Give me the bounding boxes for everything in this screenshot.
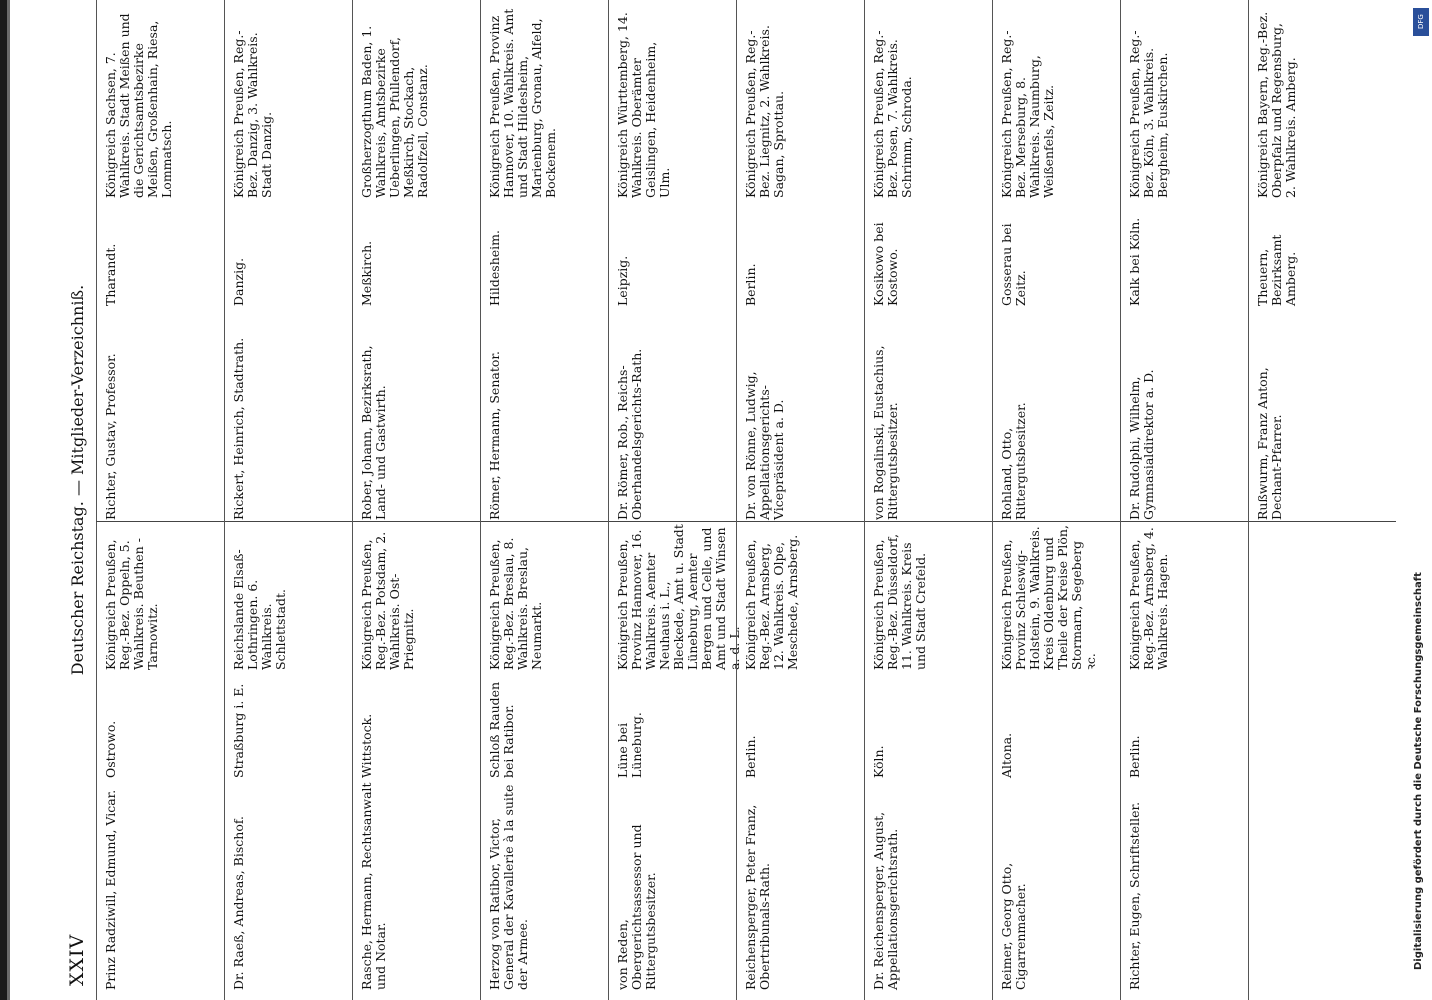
member-residence: Kalk bei Köln. [1127, 217, 1142, 306]
entry-separator-rule [480, 0, 481, 1000]
member-residence: Schloß Rauden bei Ratibor. [487, 681, 516, 778]
member-residence: Lüne bei Lüneburg. [615, 712, 644, 778]
entry-separator-rule [864, 0, 865, 1000]
member-district: Königreich Preußen, Provinz Schleswig-Holstein, 9. Wahlkreis. Kreis Oldenburg und Theile der Kreise Plön, Stormarn, Segeberg ꝛc. [999, 525, 1098, 670]
member-entry-row [360, 0, 455, 1000]
member-entry-row [999, 0, 1098, 1000]
page-header [66, 0, 96, 1000]
member-entry-row [104, 0, 199, 1000]
member-name: von Reden, Obergerichtsassessor und Rittergutsbesitzer. [615, 824, 658, 990]
digitization-note: Digitalisierung gefördert durch die Deutsche Forschungsgemeinschaft [1413, 572, 1424, 970]
member-district: Großherzogthum Baden, 1. Wahlkreis, Amtsbezirke Ueberlingen, Pfullendorf, Meßkirch, Stockach, Radolfzell, Constanz. [359, 25, 430, 198]
member-residence: Gosserau bei Zeitz. [999, 223, 1028, 306]
member-district: Königreich Preußen, Reg.-Bez. Arnsberg, 4. Wahlkreis. Hagen. [1127, 527, 1170, 670]
member-entry-row [1128, 0, 1223, 1000]
member-name: Reimer, Georg Otto, Cigarrenmacher. [999, 862, 1028, 990]
member-residence: Köln. [871, 745, 886, 778]
member-district: Königreich Preußen, Reg.-Bez. Oppeln, 5. Wahlkreis. Beuthen - Tarnowitz. [103, 538, 160, 670]
entry-separator-rule [1248, 0, 1249, 1000]
member-entry-row [615, 0, 742, 1000]
member-residence: Hildesheim. [487, 230, 502, 306]
member-residence: Meßkirch. [359, 240, 374, 306]
member-entry-row [1256, 0, 1351, 1000]
member-name: Reichensperger, Peter Franz, Obertribunals-Rath. [743, 804, 772, 990]
member-residence: Danzig. [231, 257, 246, 306]
member-name: Richter, Eugen, Schriftsteller. [1127, 801, 1142, 990]
member-name: von Rogalinski, Eustachius, Rittergutsbesitzer. [871, 345, 900, 520]
member-district: Königreich Sachsen, 7. Wahlkreis. Stadt Meißen und die Gerichtsamtsbezirke Meißen, Großenhain, Riesa, Lommatsch. [103, 13, 174, 198]
member-name: Prinz Radziwill, Edmund, Vicar. [103, 789, 118, 990]
member-residence: Kosikowo bei Kostowo. [871, 222, 900, 306]
entry-separator-rule [1120, 0, 1121, 1000]
member-name: Dr. Raeß, Andreas, Bischof. [231, 815, 246, 990]
member-district: Königreich Preußen, Reg.-Bez. Potsdam, 2. Wahlkreis. Ost-Priegnitz. [359, 531, 416, 670]
member-residence: Ostrowo. [103, 720, 118, 778]
member-residence: Berlin. [743, 735, 758, 778]
member-district: Königreich Preußen, Reg.-Bez. Düsseldorf, 11. Wahlkreis. Kreis und Stadt Crefeld. [871, 533, 928, 670]
member-district: Königreich Preußen, Provinz Hannover, 16. Wahlkreis. Aemter Neuhaus i. L., Bleckede, Amt u. Stadt Lüneburg, Aemter Bergen und Celle, und Amt und Stadt Winsen a. d. L. [615, 524, 742, 670]
entry-separator-rule [992, 0, 993, 1000]
member-residence: Berlin. [743, 263, 758, 306]
member-residence: Altona. [999, 732, 1014, 778]
member-residence: Wittstock. [359, 713, 374, 778]
member-name: Römer, Hermann, Senator. [487, 351, 502, 520]
entry-separator-rule [736, 0, 737, 1000]
member-name: Dr. Reichensperger, August, Appellationsgerichtsrath. [871, 811, 900, 990]
entry-separator-rule [608, 0, 609, 1000]
member-name: Dr. Römer, Rob., Reichs-Oberhandelsgerichts-Rath. [615, 348, 644, 520]
member-district: Königreich Preußen, Provinz Hannover, 10. Wahlkreis. Amt und Stadt Hildesheim, Marienburg, Gronau, Alfeld, Bockenem. [487, 8, 558, 198]
member-residence: Theuern, Bezirksamt Amberg. [1255, 234, 1298, 306]
member-name: Herzog von Ratibor, Victor, General der Kavallerie à la suite der Armee. [487, 784, 530, 990]
member-district: Reichslande Elsaß-Lothringen. 6. Wahlkreis. Schlettstadt. [231, 549, 288, 670]
member-name: Dr. Rudolphi, Wilhelm, Gymnasialdirektor a. D. [1127, 369, 1156, 520]
member-name: Rußwurm, Franz Anton, Dechant-Pfarrer. [1255, 367, 1284, 520]
member-residence: Tharandt. [103, 243, 118, 306]
entry-separator-rule [224, 0, 225, 1000]
member-district: Königreich Bayern, Reg.-Bez. Oberpfalz und Regensburg, 2. Wahlkreis. Amberg. [1255, 11, 1298, 198]
member-district: Königreich Preußen, Reg.-Bez. Merseburg, 8. Wahlkreis. Naumburg, Weißenfels, Zeitz. [999, 30, 1056, 198]
member-name: Richter, Gustav, Professor. [103, 353, 118, 520]
member-district: Königreich Preußen, Reg.-Bez. Köln, 3. Wahlkreis. Bergheim, Euskirchen. [1127, 30, 1170, 198]
member-district: Königreich Preußen, Reg.-Bez. Danzig, 3. Wahlkreis. Stadt Danzig. [231, 30, 274, 198]
member-district: Königreich Preußen, Reg.-Bez. Arnsberg, 12. Wahlkreis. Olpe, Meschede, Arnsberg. [743, 534, 800, 670]
member-name: Rickert, Heinrich, Stadtrath. [231, 337, 246, 520]
dfg-logo: DFG [1413, 8, 1429, 36]
member-district: Königreich Preußen, Reg.-Bez. Posen, 7. Wahlkreis. Schrimm, Schroda. [871, 30, 914, 198]
member-name: Dr. von Rönne, Ludwig, Appellationsgerichts-Vicepräsident a. D. [743, 371, 786, 520]
member-name: Rohland, Otto, Rittergutsbesitzer. [999, 402, 1028, 520]
member-entry-row [232, 0, 327, 1000]
member-entry-row [488, 0, 583, 1000]
member-residence: Berlin. [1127, 735, 1142, 778]
member-name: Rasche, Hermann, Rechtsanwalt und Notar. [359, 782, 388, 990]
member-residence: Straßburg i. E. [231, 683, 246, 778]
member-entry-row [744, 0, 839, 1000]
member-entry-row [872, 0, 967, 1000]
page-number: XXIV [66, 933, 88, 986]
member-district: Königreich Preußen, Reg.-Bez. Breslau, 8. Wahlkreis. Breslau, Neumarkt. [487, 537, 544, 670]
member-residence: Leipzig. [615, 255, 630, 306]
member-name: Rober, Johann, Bezirksrath, Land- und Gastwirth. [359, 345, 388, 520]
member-district: Königreich Preußen, Reg.-Bez. Liegnitz, 2. Wahlkreis. Sagan, Sprottau. [743, 25, 786, 198]
member-district: Königreich Württemberg, 14. Wahlkreis. Oberämter Geislingen, Heidenheim, Ulm. [615, 12, 672, 198]
entry-separator-rule [352, 0, 353, 1000]
header-rule [96, 0, 97, 1000]
running-title: Deutscher Reichstag. — Mitglieder-Verzeichniß. [68, 284, 87, 676]
